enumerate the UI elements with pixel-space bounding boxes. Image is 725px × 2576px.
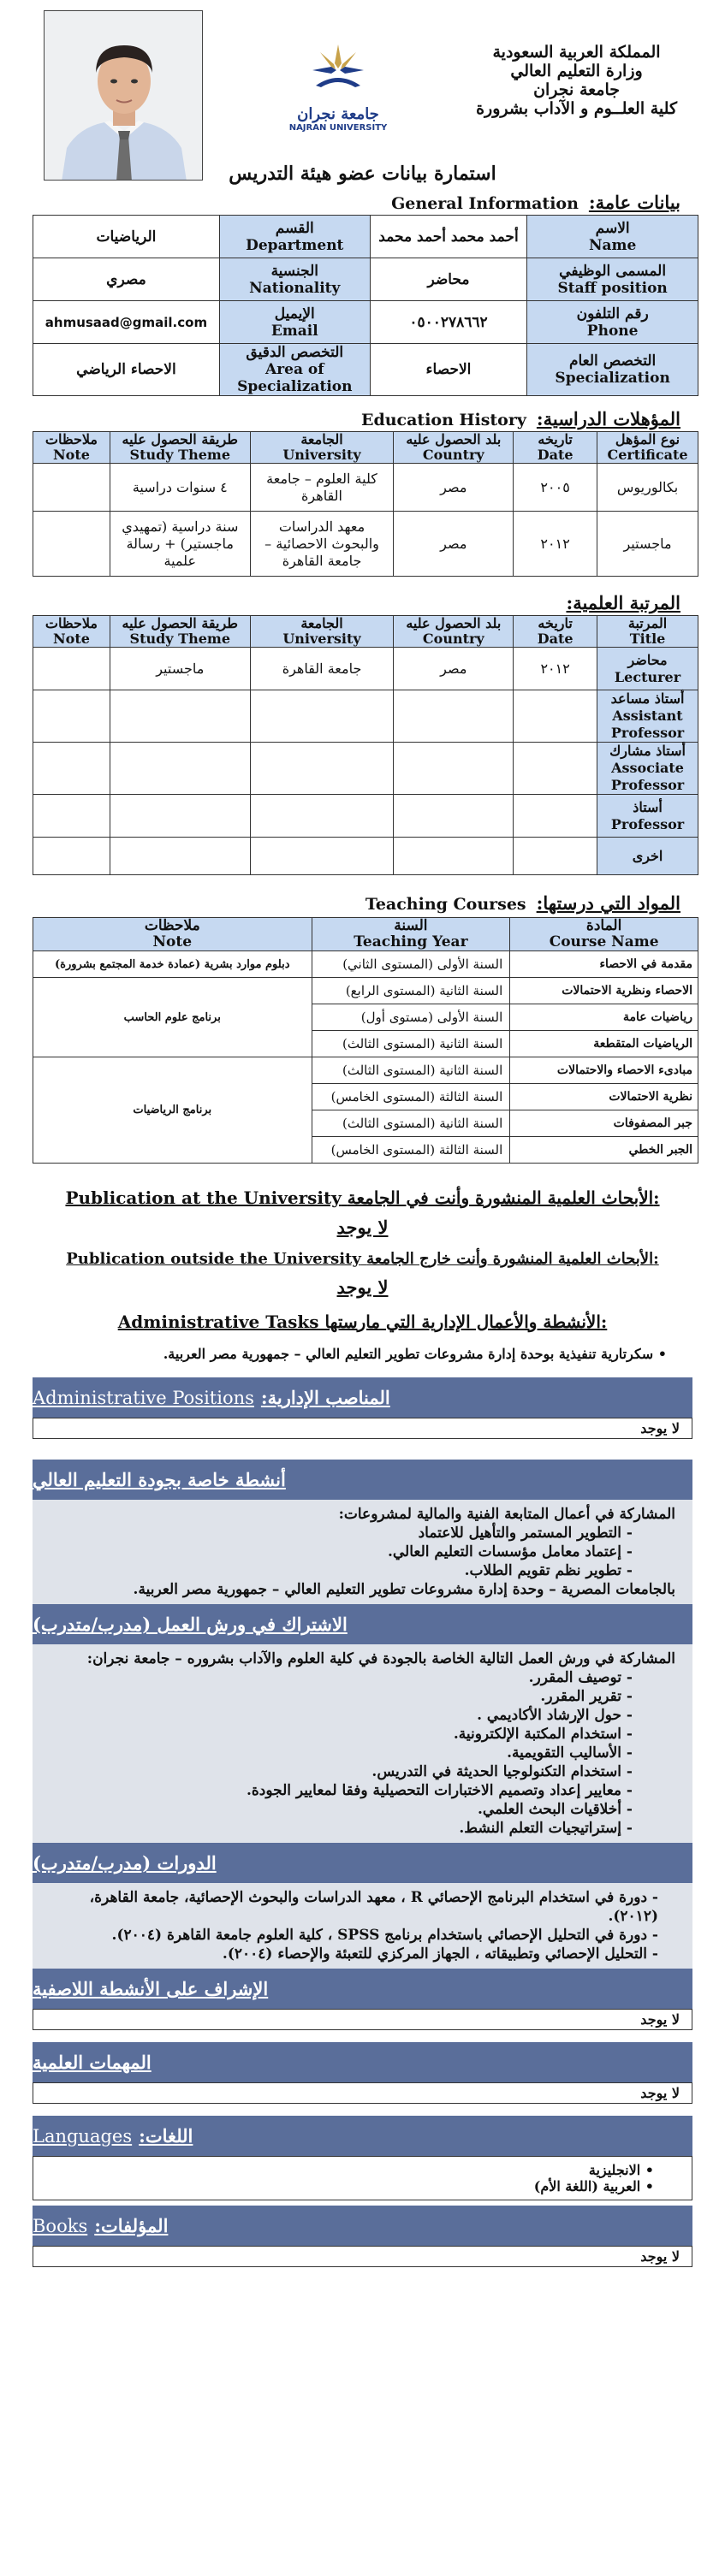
edu-university: معهد الدراسات والبحوث الاحصائية – جامعة القاهرة [250,512,394,577]
header-ar: رقم التلفون [576,305,649,323]
header-en: Professor [610,815,685,832]
column-header [514,616,597,648]
extracurricular-value: لا يوجد [33,2009,692,2030]
course-name: مبادىء الاحصاء والاحتمالات [510,1057,698,1084]
header-ar: المادة [585,917,622,934]
header-en: Nationality [249,279,341,297]
pub-outside-en: Publication outside the University [66,1250,361,1268]
course-year: السنة الثانية (المستوى الرابع) [312,978,510,1004]
header-ar: ملاحظات [45,431,98,447]
rank-university [250,743,394,795]
university-name-ar: جامعة نجران [297,105,379,123]
cell-value-1: محاضر [370,258,527,301]
header-ar: تاريخه [538,615,573,631]
cell-value-2: مصري [33,258,220,301]
header-ar: القسم [275,219,314,237]
rank-title [597,838,698,875]
courses-heading-en: Teaching Courses [365,895,526,914]
header-en: Note [152,933,193,950]
rank-country [394,838,514,875]
quality-panel [33,1500,692,1604]
books-ar: المؤلفات: [94,2215,169,2236]
header-ar: أستاذ مساعد [610,690,685,707]
list-item: • العربية (اللغة الأم) [45,2178,654,2194]
list-item: - دورة في استخدام البرنامج الإحصائي R ، معهد الدراسات والبحوث الإحصائية، جامعة القاهرة، (٢٠١٢). [41,1888,658,1926]
header-en: Lecturer [614,668,681,685]
list-item: - الأساليب التقويمية. [41,1744,633,1762]
rank-title [597,795,698,838]
header-ar: أستاذ [633,798,663,815]
general-info-table [33,215,698,396]
header-ar: طريقة الحصول عليه [122,431,239,447]
pub-inside-value: لا يوجد [336,1217,389,1238]
cell-label-2 [219,301,370,344]
cell-label-1 [527,216,698,258]
pub-outside-ar: الأبحاث العلمية المنشورة وأنت خارج الجامعة: [366,1250,659,1268]
header-ar: السنة [394,917,428,934]
cell-value-1: ٠٥٠٠٢٧٨٦٦٢ [370,301,527,344]
languages-ar: اللغات: [139,2125,193,2147]
rank-theme [110,795,250,838]
column-header [394,432,514,464]
general-heading [33,192,680,213]
languages-list [45,2162,680,2194]
edu-country: مصر [394,464,514,512]
table-row [33,648,698,690]
rank-heading-ar: المرتبة العلمية: [566,592,680,613]
rank-theme [110,743,250,795]
column-header [394,616,514,648]
header-en: Note [53,631,90,647]
languages-en: Languages [33,2125,133,2147]
rank-university [250,838,394,875]
pub-inside-heading [33,1187,692,1208]
rank-title [597,743,698,795]
list-item: - إستراتيجيات التعلم النشط. [41,1819,633,1838]
workshops-panel [33,1644,692,1843]
education-table [33,431,698,577]
rank-date [514,838,597,875]
admin-tasks-en: Administrative Tasks [117,1312,319,1332]
header-en: Certificate [607,447,688,463]
rank-country: مصر [394,648,514,690]
edu-note [33,512,110,577]
course-note: برنامج علوم الحاسب [33,978,312,1057]
list-item: • الانجليزية [45,2162,654,2178]
header-en: Phone [586,322,639,340]
cell-label-1 [527,258,698,301]
cell-label-2 [219,258,370,301]
header-en: Study Theme [129,631,230,647]
admin-tasks-ar: الأنشطة والأعمال الإدارية التي مارستها: [324,1312,608,1332]
scientific-tasks-bar [33,2042,692,2082]
header-ar: بلد الحصول عليه [406,615,502,631]
edu-university: كلية العلوم – جامعة القاهرة [250,464,394,512]
course-name: مقدمة في الاحصاء [510,951,698,978]
form-title: استمارة بيانات عضو هيئة التدريس [229,163,496,185]
course-name: جبر المصفوفات [510,1110,698,1137]
edu-date: ٢٠٠٥ [514,464,597,512]
header-ar: المسمى الوظيفي [559,262,667,280]
quality-bar [33,1460,692,1500]
header-ar: الإيميل [274,305,315,323]
table-row [33,344,698,396]
header-ar: نوع المؤهل [615,431,680,447]
edu-country: مصر [394,512,514,577]
general-heading-ar: بيانات عامة: [588,192,680,213]
rank-note [33,795,110,838]
training-bar [33,1843,692,1883]
column-header [250,616,394,648]
table-row [33,838,698,875]
header-en: Area of Specialization [237,361,353,395]
list-item: - توصيف المقرر. [41,1668,633,1687]
header-ar: تاريخه [538,431,573,447]
list-item: - استخدام التكنولوجيا الحديثة في التدريس. [41,1762,633,1781]
course-year: السنة الأولى (مستوى أول) [312,1004,510,1031]
table-row [33,216,698,258]
list-item: - دورة في التحليل الإحصائي باستخدام برنامج SPSS ، كلية العلوم جامعة القاهرة (٢٠٠٤). [41,1926,658,1945]
edu-theme: سنة دراسية (تمهيدي ماجستير) + رسالة علمية [110,512,250,577]
workshops-list [41,1668,675,1838]
rank-date [514,690,597,743]
table-row [33,258,698,301]
header-ar: التخصص الدقيق [246,344,344,361]
course-year: السنة الثانية (المستوى الثالث) [312,1057,510,1084]
cell-value-1: أحمد محمد أحمد محمد [370,216,527,258]
header-en: Associate Professor [610,760,685,793]
education-heading-en: Education History [360,411,526,429]
table-row [33,951,698,978]
university-logo [282,41,394,135]
list-item: - أخلاقيات البحث العلمي. [41,1800,633,1819]
table-row [33,1057,698,1084]
list-item: - معايير إعداد وتصميم الاختبارات التحصيلية وفقا لمعايير الجودة. [41,1781,633,1800]
rank-heading [33,592,680,613]
edu-certificate: بكالوريوس [597,464,698,512]
training-list [41,1888,675,1963]
courses-heading-ar: المواد التي درستها: [536,892,680,914]
rank-title [597,648,698,690]
header-en: Specialization [555,370,670,387]
course-name: رياضيات عامة [510,1004,698,1031]
header-en: Country [422,447,484,463]
pub-outside-value: لا يوجد [336,1276,389,1298]
list-item: - تقرير المقرر. [41,1687,633,1706]
column-header [110,432,250,464]
rank-date [514,743,597,795]
list-item: - تطوير نظم تقويم الطلاب. [41,1561,633,1580]
header-ar: بلد الحصول عليه [406,431,502,447]
table-row [33,512,698,577]
header-en: University [282,631,361,647]
pub-inside-en: Publication at the University [65,1187,342,1208]
quality-intro: المشاركة في أعمال المتابعة الفنية والمالية لمشروعات: [338,1506,675,1523]
scientific-tasks-heading: المهمات العلمية [33,2052,152,2073]
extracurricular-bar [33,1969,692,2009]
list-item: - استخدام المكتبة الإلكترونية. [41,1725,633,1744]
header-ar: اخرى [632,847,663,864]
course-name: الاحصاء ونظرية الاحتمالات [510,978,698,1004]
cell-value-2: الرياضيات [33,216,220,258]
header-ar: الجنسية [270,262,318,280]
rank-date [514,795,597,838]
header-ar: المرتبة [627,615,668,631]
header-ar: الجامعة [300,431,343,447]
rank-theme [110,838,250,875]
rank-theme [110,690,250,743]
ministry-block [476,43,677,118]
rank-note [33,648,110,690]
cell-label-1 [527,301,698,344]
rank-table [33,615,698,875]
rank-note [33,690,110,743]
rank-date: ٢٠١٢ [514,648,597,690]
quality-footer: بالجامعات المصرية – وحدة إدارة مشروعات تطوير التعليم العالي – جمهورية مصر العربية. [133,1581,675,1598]
cell-value-2: ahmusaad@gmail.com [33,301,220,344]
scientific-tasks-value: لا يوجد [33,2082,692,2104]
header-ar: ملاحظات [45,615,98,631]
column-header [33,616,110,648]
books-en: Books [33,2215,88,2236]
admin-tasks-list [33,1346,692,1362]
column-header [597,432,698,464]
ministry-line: المملكة العربية السعودية [492,43,661,62]
pub-inside-ar: الأبحاث العلمية المنشورة وأنت في الجامعة: [347,1187,660,1208]
header-en: Staff position [557,279,668,297]
list-item: - إعتماد معامل مؤسسات التعليم العالي. [41,1543,633,1561]
cell-value-1: الاحصاء [370,344,527,396]
training-panel [33,1883,692,1969]
header-en: Date [537,631,573,647]
course-year: السنة الثالثة (المستوى الخامس) [312,1137,510,1164]
header-ar: طريقة الحصول عليه [122,615,239,631]
education-heading [33,408,680,429]
course-year: السنة الأولى (المستوى الثاني) [312,951,510,978]
general-heading-en: General Information [391,194,579,213]
education-heading-ar: المؤهلات الدراسية: [536,408,680,429]
table-row [33,690,698,743]
rank-country [394,743,514,795]
list-item: • سكرتارية تنفيذية بوحدة إدارة مشروعات تطوير التعليم العالي – جمهورية مصر العربية. [33,1346,667,1362]
column-header [33,918,312,951]
header-en: Date [537,447,573,463]
admin-positions-value: لا يوجد [33,1418,692,1439]
course-note: برنامج الرياضيات [33,1057,312,1164]
ministry-line: جامعة نجران [533,80,621,99]
header-en: Country [422,631,484,647]
header-ar: الجامعة [300,615,343,631]
header-en: Name [588,236,637,254]
extracurricular-heading: الإشراف على الأنشطة اللاصفية [33,1978,269,1999]
header-en: University [282,447,361,463]
books-value: لا يوجد [33,2246,692,2267]
rank-university [250,690,394,743]
header-ar: محاضر [627,651,668,668]
rank-country [394,795,514,838]
workshops-heading: الاشتراك في ورش العمل (مدرب/متدرب) [33,1614,348,1635]
training-heading: الدورات (مدرب/متدرب) [33,1852,217,1874]
edu-note [33,464,110,512]
books-bar [33,2206,692,2246]
list-item: - حول الإرشاد الأكاديمي . [41,1706,633,1725]
admin-positions-ar: المناصب الإدارية: [260,1387,390,1408]
course-note: دبلوم موارد بشرية (عمادة خدمة المجتمع بشرورة) [33,951,312,978]
cell-label-1 [527,344,698,396]
university-name-en: NAJRAN UNIVERSITY [288,123,388,133]
header-ar: التخصص العام [568,352,657,370]
header-en: Assistant Professor [610,708,685,741]
header-en: Teaching Year [354,933,468,950]
table-row [33,464,698,512]
column-header [33,432,110,464]
rank-country [394,690,514,743]
column-header [250,432,394,464]
course-year: السنة الثانية (المستوى الثالث) [312,1110,510,1137]
quality-heading: أنشطة خاصة بجودة التعليم العالي [33,1469,286,1490]
cell-label-2 [219,344,370,396]
languages-box [33,2156,692,2200]
course-year: السنة الثانية (المستوى الثالث) [312,1031,510,1057]
pub-outside-heading [33,1250,692,1268]
column-header [312,918,510,951]
rank-note [33,743,110,795]
page-header [33,0,692,156]
header-en: Course Name [549,933,659,950]
header-ar: ملاحظات [144,917,200,934]
rank-university [250,795,394,838]
table-row [33,301,698,344]
workshops-intro: المشاركة في ورش العمل التالية الخاصة بالجودة في كلية العلوم والآداب بشروره – جامعة نجران: [86,1650,675,1667]
workshops-bar [33,1604,692,1644]
course-year: السنة الثالثة (المستوى الخامس) [312,1084,510,1110]
column-header [110,616,250,648]
header-ar: الاسم [595,219,630,237]
cell-value-2: الاحصاء الرياضي [33,344,220,396]
admin-tasks-heading [33,1312,692,1332]
ministry-line: كلية العلــوم و الآداب بشرورة [476,99,677,118]
header-en: Email [270,322,318,340]
header-ar: أستاذ مشارك [609,743,686,759]
cell-label-2 [219,216,370,258]
admin-positions-en: Administrative Positions [33,1387,254,1408]
table-row [33,978,698,1004]
column-header [514,432,597,464]
header-en: Note [53,447,90,463]
rank-university: جامعة القاهرة [250,648,394,690]
courses-heading [33,892,680,914]
ministry-line: وزارة التعليم العالي [510,62,643,80]
header-en: Title [629,631,666,647]
quality-list [41,1524,675,1580]
column-header [597,616,698,648]
table-row [33,795,698,838]
list-item: - التطوير المستمر والتأهيل للاعتماد [41,1524,633,1543]
admin-positions-bar [33,1377,692,1418]
languages-bar [33,2116,692,2156]
header-en: Study Theme [129,447,230,463]
edu-certificate: ماجستير [597,512,698,577]
rank-title [597,690,698,743]
edu-date: ٢٠١٢ [514,512,597,577]
column-header [510,918,698,951]
list-item: - التحليل الإحصائي وتطبيقاته ، الجهاز المركزي للتعبئة والإحصاء (٢٠٠٤). [41,1945,658,1963]
course-name: الرياضيات المتقطعة [510,1031,698,1057]
edu-theme: ٤ سنوات دراسية [110,464,250,512]
course-name: الجبر الخطي [510,1137,698,1164]
table-row [33,743,698,795]
courses-table [33,917,698,1164]
rank-theme: ماجستير [110,648,250,690]
header-en: Department [246,236,344,254]
rank-note [33,838,110,875]
course-name: نظرية الاحتمالات [510,1084,698,1110]
